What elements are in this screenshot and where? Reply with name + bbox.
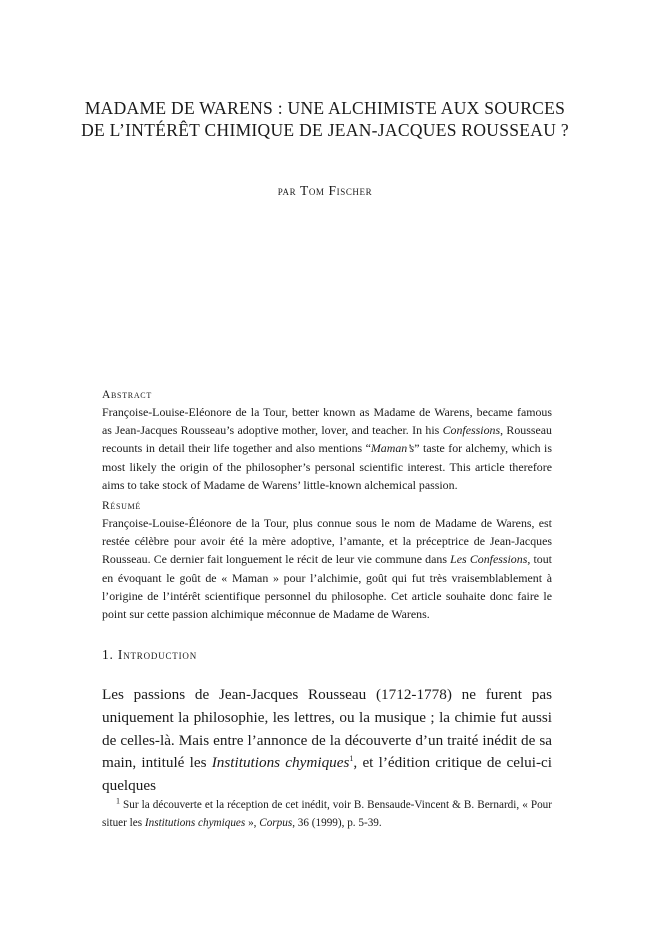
resume-text-italic-1: Les Confessions	[450, 552, 528, 567]
footnote-reference[interactable]: 1	[349, 754, 354, 764]
footnote-1	[102, 797, 552, 832]
title-line-2: DE L’INTÉRÊT CHIMIQUE DE JEAN-JACQUES ROUSSEAU ?	[81, 120, 569, 140]
introduction-heading: 1. Introduction	[102, 647, 197, 662]
intro-text-part-1: Les passions de Jean-Jacques Rousseau (1712-1778) ne furent pas uniquement la philosophie, les lettres, ou la musique ; la chimie fut aussi de celles-là. Mais entre l’annonce de la découverte d’un traité inédit de sa main, intitulé les	[102, 686, 552, 772]
abstract-text-part-2: , Rousseau recounts in detail their life together and also mentions “	[102, 423, 552, 456]
abstract-heading: Abstract	[102, 389, 152, 401]
abstract-text-part-3: ” taste for alchemy, which is most likely the origin of the philosopher’s personal scientific interest. This article therefore aims to take stock of Madame de Warens’ little-known alchemical passion.	[102, 441, 552, 492]
intro-text-part-2: , et l’édition critique de celui-ci quelques	[102, 754, 553, 795]
resume-section	[102, 500, 552, 623]
title-line-1: MADAME DE WARENS : UNE ALCHIMISTE AUX SOURCES	[84, 98, 566, 118]
resume-text-part-1: Françoise-Louise-Éléonore de la Tour, plus connue sous le nom de Madame de Warens, est restée célèbre pour avoir été la mère adoptive, l’amante, et la préceptrice de Jean-Jacques Rousseau. Ce dernier fait longuement le récit de leur vie commune dans	[102, 516, 552, 567]
author-name: Tom Fischer	[299, 183, 373, 198]
footnote-text-italic-2: Corpus	[259, 816, 293, 829]
abstract-text-part-1: Françoise-Louise-Eléonore de la Tour, better known as Madame de Warens, became famous as Jean-Jacques Rousseau’s adoptive mother, lover, and teacher. In his	[102, 405, 552, 438]
resume-heading: Résumé	[102, 500, 141, 512]
footnote-text-part-1: Sur la découverte et la réception de cet inédit, voir B. Bensaude-Vincent & B. Bernardi, « Pour situer les	[102, 799, 552, 829]
footnote-text-part-3: , 36 (1999), p. 5-39.	[292, 816, 382, 829]
footnote-number: 1	[116, 796, 120, 806]
abstract-text-italic-1: Confessions	[442, 423, 501, 438]
abstract-section	[102, 389, 552, 494]
abstract-text-italic-2: Maman’s	[370, 441, 415, 456]
footnote-text-part-2: »,	[245, 816, 260, 829]
author-byline	[80, 183, 570, 199]
resume-text-part-2: , tout en évoquant le goût de « Maman » pour l’alchimie, goût qui fut très vraisemblablement à l’origine de l’intérêt scientifique personnel du philosophe. Cet article souhaite donc faire le point sur cette passion alchimique méconnue de Madame de Warens.	[102, 552, 552, 622]
article-title	[80, 97, 570, 141]
intro-text-italic-1: Institutions chymiques	[211, 754, 350, 772]
introduction-paragraph	[102, 684, 552, 798]
resume-text	[102, 514, 552, 623]
author-prefix: par	[277, 183, 297, 198]
footnote-text-italic-1: Institutions chymiques	[144, 816, 246, 829]
abstract-text	[102, 403, 552, 494]
